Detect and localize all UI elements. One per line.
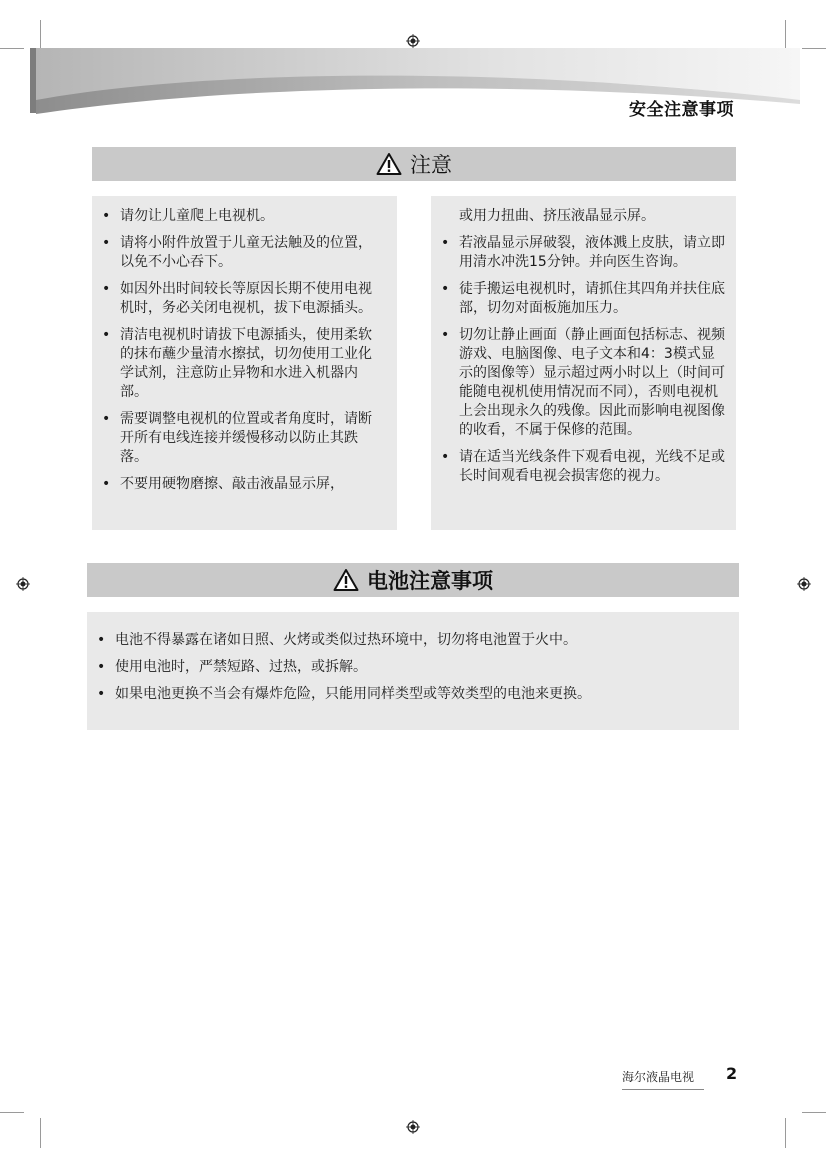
bullet-icon: •	[102, 411, 111, 427]
bullet-icon: •	[97, 686, 106, 702]
bullet-icon: •	[441, 327, 450, 343]
list-item-text: 如因外出时间较长等原因长期不使用电视机时，务必关闭电视机，拔下电源插头。	[120, 281, 372, 316]
crop-mark	[40, 1118, 41, 1148]
warning-triangle-icon	[376, 152, 402, 176]
bullet-icon: •	[97, 632, 106, 648]
list-item-text: 不要用硬物磨擦、敲击液晶显示屏，	[120, 476, 344, 492]
caution-continuation: 或用力扭曲、挤压液晶显示屏。	[459, 208, 655, 224]
battery-panel	[87, 612, 739, 730]
bullet-icon: •	[441, 235, 450, 251]
bullet-icon: •	[97, 659, 106, 675]
list-item-text: 请在适当光线条件下观看电视，光线不足或长时间观看电视会损害您的视力。	[459, 449, 725, 484]
bullet-icon: •	[102, 327, 111, 343]
crop-mark	[802, 1112, 826, 1113]
caution-title: 注意	[410, 153, 452, 177]
bullet-icon: •	[102, 208, 111, 224]
bullet-icon: •	[102, 235, 111, 251]
crop-mark	[785, 1118, 786, 1148]
battery-banner	[87, 563, 739, 597]
list-item-text: 电池不得暴露在诸如日照、火烤或类似过热环境中，切勿将电池置于火中。	[115, 632, 577, 648]
caution-banner	[92, 147, 736, 181]
warning-triangle-icon	[333, 568, 359, 592]
list-item	[431, 234, 726, 272]
registration-mark-icon	[16, 577, 30, 591]
list-item	[431, 448, 726, 486]
list-item-text: 请勿让儿童爬上电视机。	[120, 208, 274, 224]
list-item	[92, 207, 385, 226]
registration-mark-icon	[797, 577, 811, 591]
bullet-icon: •	[441, 449, 450, 465]
caution-left-panel	[92, 196, 397, 530]
bullet-icon: •	[441, 281, 450, 297]
list-item	[92, 280, 385, 318]
list-item-text: 使用电池时，严禁短路、过热，或拆解。	[115, 659, 367, 675]
list-item-text: 清洁电视机时请拔下电源插头，使用柔软的抹布蘸少量清水擦拭，切勿使用工业化学试剂，注意防止异物和水进入机器内部。	[120, 327, 372, 400]
list-item	[92, 234, 385, 272]
list-item	[92, 410, 385, 467]
list-item-text: 如果电池更换不当会有爆炸危险，只能用同样类型或等效类型的电池来更换。	[115, 686, 591, 702]
list-item-text: 需要调整电视机的位置或者角度时，请断开所有电线连接并缓慢移动以防止其跌落。	[120, 411, 372, 465]
list-item-text: 徒手搬运电视机时，请抓住其四角并扶住底部，切勿对面板施加压力。	[459, 281, 725, 316]
crop-mark	[0, 1112, 24, 1113]
caution-right-list	[431, 234, 726, 486]
list-item	[87, 685, 727, 704]
battery-title: 电池注意事项	[367, 569, 493, 593]
list-item-text: 切勿让静止画面（静止画面包括标志、视频游戏、电脑图像、电子文本和4：3模式显示的图像等）显示超过两小时以上（时间可能随电视机使用情况而不同），否则电视机上会出现永久的残像。因此而影响电视图像的收看，不属于保修的范围。	[459, 327, 725, 438]
bullet-icon: •	[102, 281, 111, 297]
caution-right-panel	[431, 196, 736, 530]
list-item	[92, 475, 385, 494]
page-number: 2	[726, 1064, 738, 1083]
footer-brand: 海尔液晶电视	[622, 1068, 704, 1090]
section-title: 安全注意事项	[629, 100, 734, 120]
list-item	[92, 326, 385, 402]
list-item	[87, 631, 727, 650]
caution-left-list	[92, 196, 397, 494]
registration-mark-icon	[406, 1120, 420, 1134]
list-item	[431, 280, 726, 318]
list-item	[87, 658, 727, 677]
list-item	[431, 326, 726, 440]
bullet-icon: •	[102, 476, 111, 492]
battery-list	[87, 612, 739, 704]
list-item-text: 请将小附件放置于儿童无法触及的位置，以免不小心吞下。	[120, 235, 372, 270]
list-item-text: 若液晶显示屏破裂，液体溅上皮肤，请立即用清水冲洗15分钟。并向医生咨询。	[459, 235, 725, 270]
